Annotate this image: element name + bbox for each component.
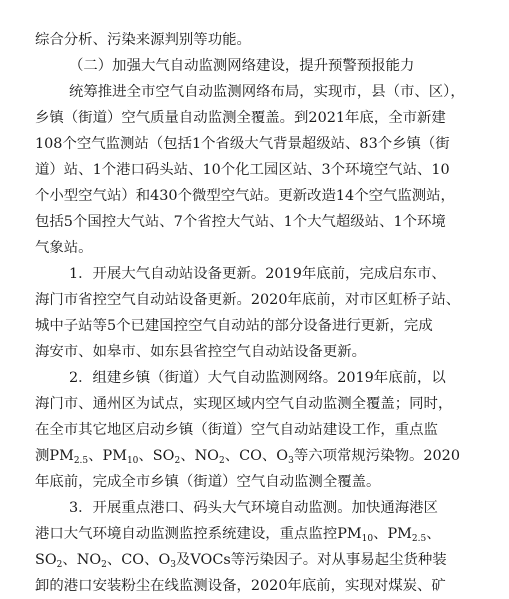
text-line: 测$PM_{2.5}$、$PM_{10}$、$SO_2$、$NO_2$、CO、$O_3$等六项常规污染物。2020 <box>35 448 460 466</box>
text-line: $SO_2$、$NO_2$、CO、$O_3$及VOCs等污染因子。对从事易起尘货种装 <box>35 552 447 570</box>
text-line: 统筹推进全市空气自动监测网络布局，实现市，县（市、区）， <box>69 84 465 100</box>
text-line: 在全市其它地区启动乡镇（街道）空气自动站建设工作，重点监 <box>35 422 438 438</box>
text-line: 卸的港口安装粉尘在线监测设备，2020年底前，实现对煤炭、矿 <box>35 578 446 594</box>
text-line: 1．开展大气自动站设备更新。2019年底前，完成启东市、 <box>69 266 446 282</box>
text-line: 3．开展重点港口、码头大气环境自动监测。加快通海港区 <box>69 500 438 516</box>
text-line: 道）站、1个港口码头站、10个化工园区站、3个环境空气站、10 <box>35 162 450 178</box>
text-line: 海安市、如皋市、如东县省控空气自动站设备更新。 <box>35 344 366 360</box>
text-line: 综合分析、污染来源判别等功能。 <box>35 32 251 48</box>
text-line: 港口大气环境自动监测监控系统建设，重点监控$PM_{10}$、$PM_{2.5}$、 <box>35 526 441 544</box>
text-line: 气象站。 <box>35 240 93 256</box>
text-line: 海门市省控空气自动站设备更新。2020年底前，对市区虹桥子站、 <box>35 292 461 308</box>
text-line: 年底前，完成全市乡镇（街道）空气自动监测全覆盖。 <box>35 474 381 490</box>
text-line: 108个空气监测站（包括1个省级大气背景超级站、83个乡镇（街 <box>35 136 450 152</box>
text-line: 海门市、通州区为试点，实现区域内空气自动监测全覆盖；同时， <box>35 396 453 412</box>
text-line: 乡镇（街道）空气质量自动监测全覆盖。到2021年底，全市新建 <box>35 110 446 126</box>
text-line: 城中子站等5个已建国控空气自动站的部分设备进行更新，完成 <box>35 318 433 334</box>
text-line: 个小型空气站）和430个微型空气站。更新改造14个空气监测站， <box>35 188 455 204</box>
text-line: 2．组建乡镇（街道）大气自动监测网络。2019年底前，以 <box>69 370 446 386</box>
section-heading: （二）加强大气自动监测网络建设，提升预警预报能力 <box>69 58 415 74</box>
text-line: 包括5个国控大气站、7个省控大气站、1个大气超级站、1个环境 <box>35 214 446 230</box>
